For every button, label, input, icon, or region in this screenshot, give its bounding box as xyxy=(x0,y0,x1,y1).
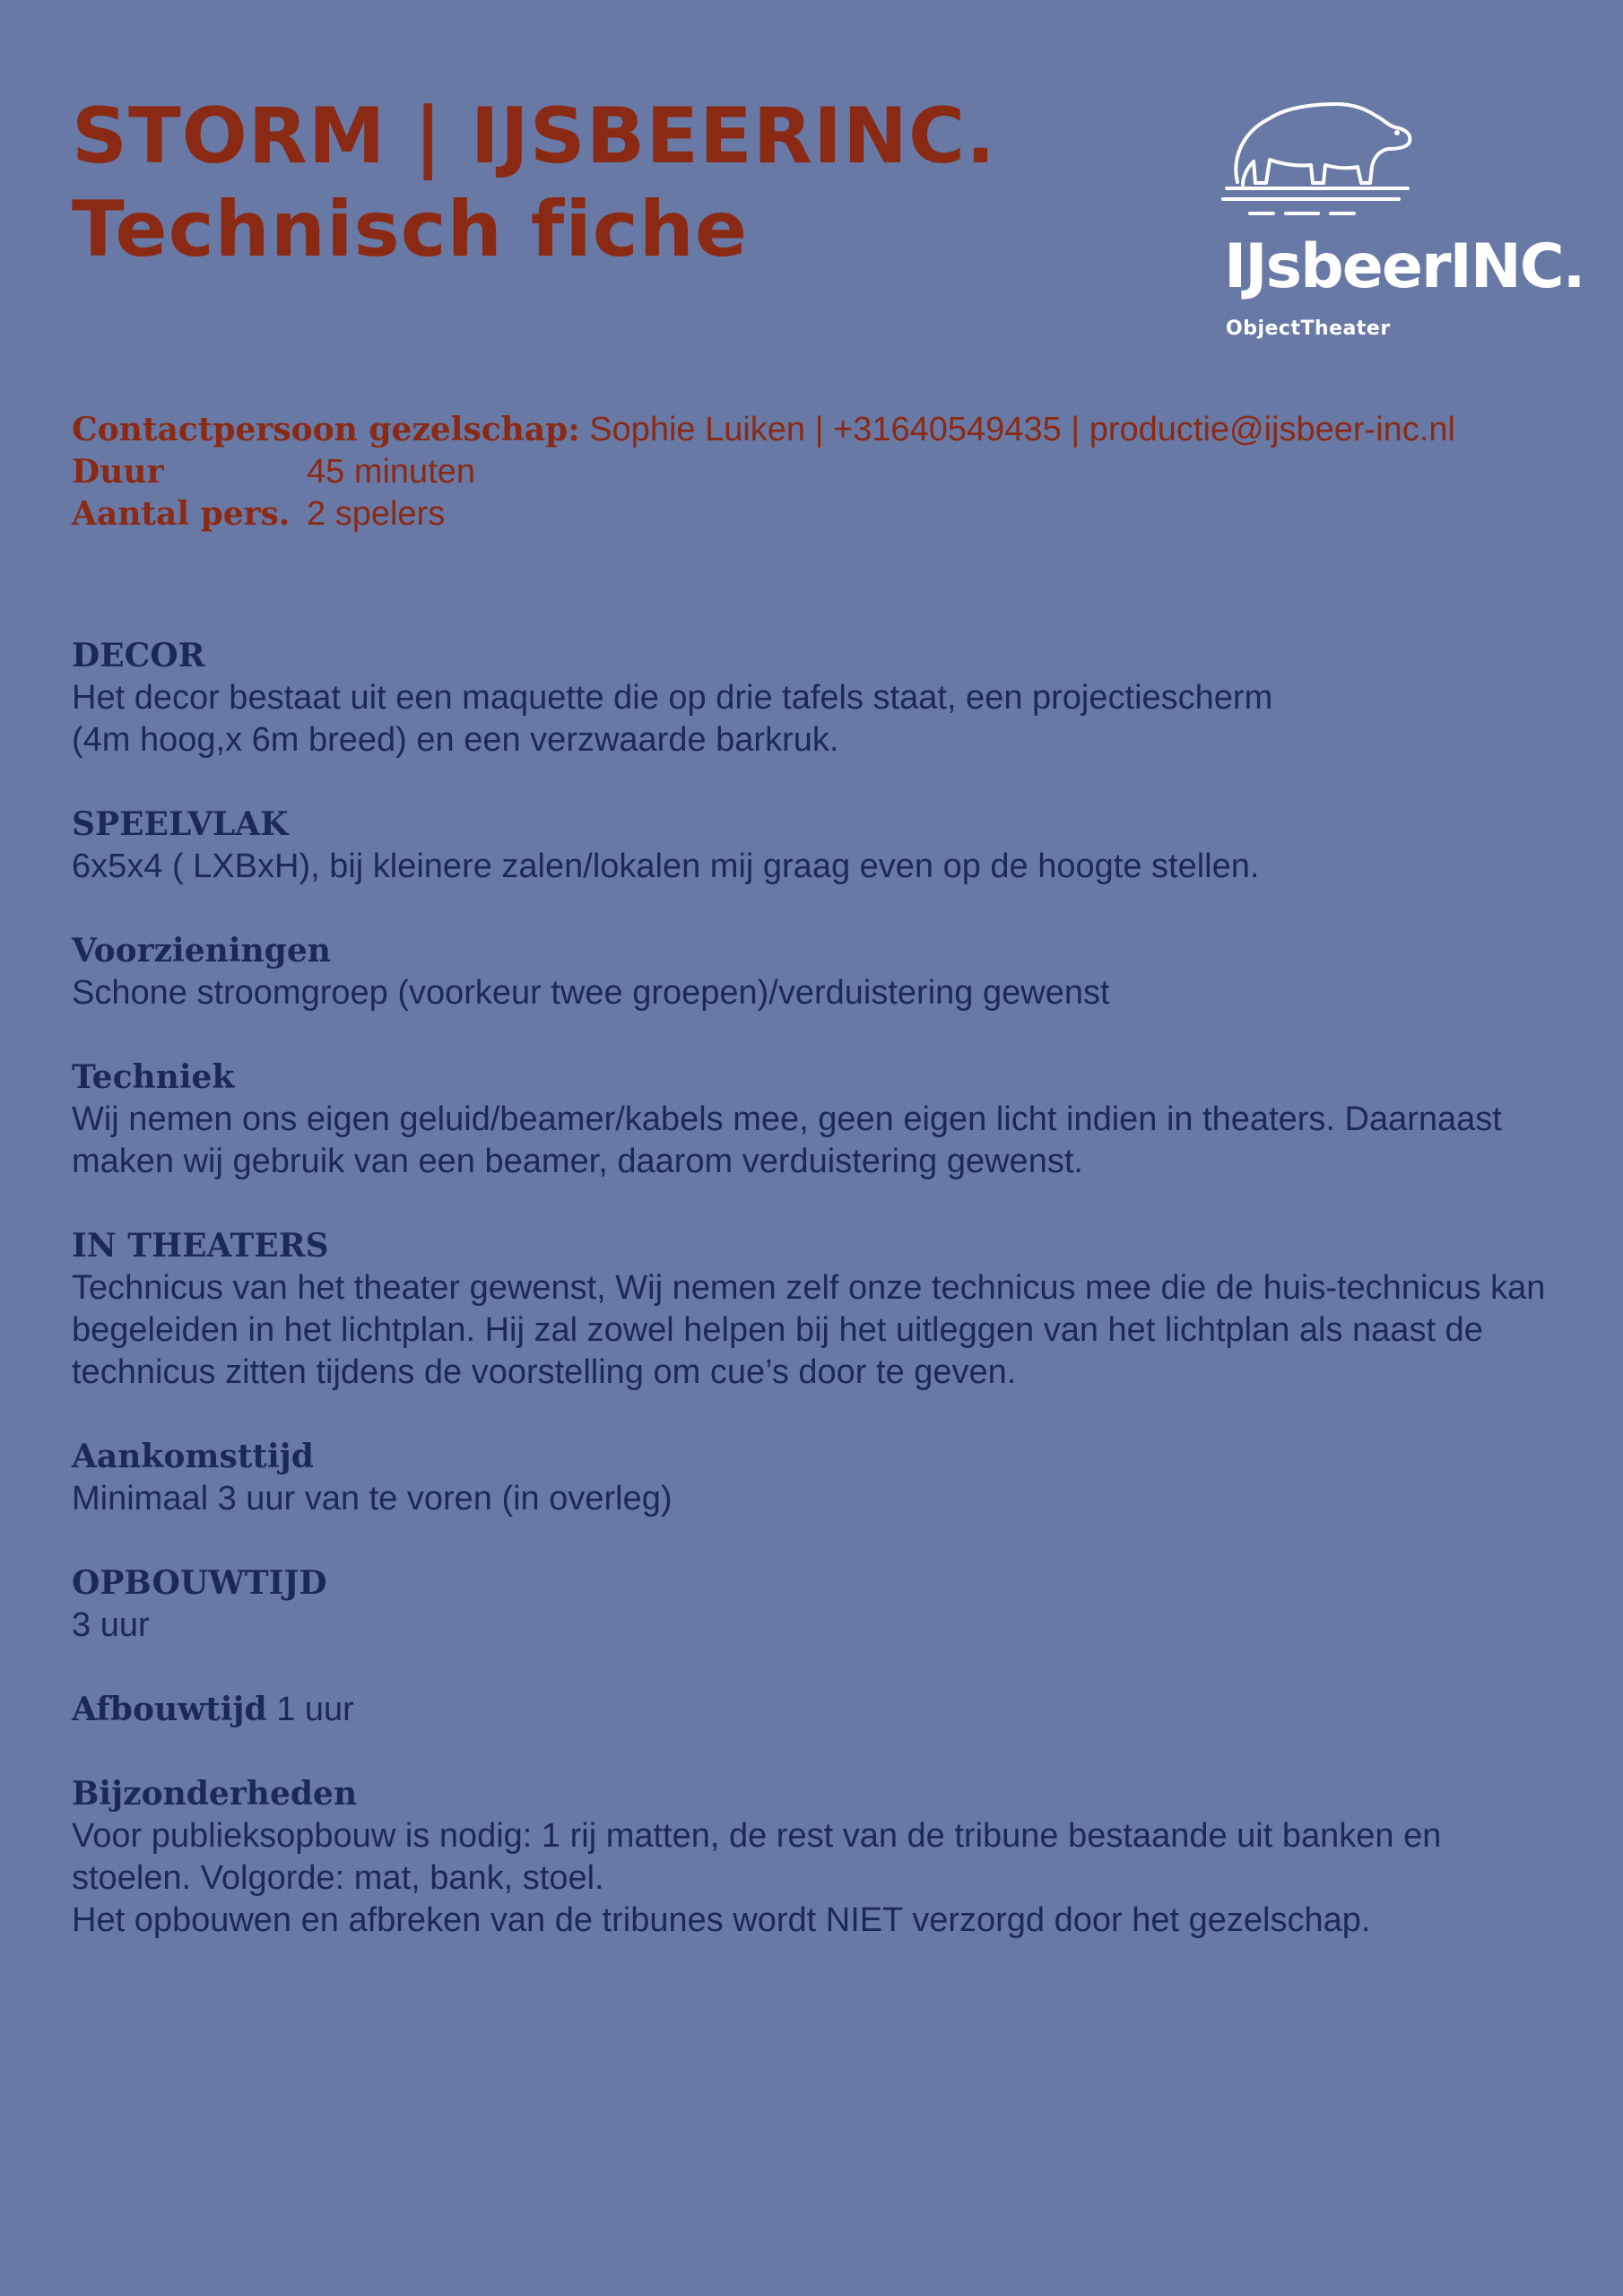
section-text: (4m hoog,x 6m breed) en een verzwaarde barkruk. xyxy=(72,721,839,759)
people-label: Aantal pers. xyxy=(72,495,291,533)
contact-person-row xyxy=(72,409,1455,451)
section-heading: SPEELVLAK xyxy=(72,805,289,843)
document-title xyxy=(72,90,996,276)
section-aankomsttijd xyxy=(72,1436,1614,1520)
section-heading: DECOR xyxy=(72,637,205,674)
section-heading: IN THEATERS xyxy=(72,1227,329,1265)
section-text: Wij nemen ons eigen geluid/beamer/kabels mee, geen eigen licht indien in theaters. Daarnaast xyxy=(72,1100,1502,1138)
section-text: 1 uur xyxy=(266,1691,354,1728)
section-text: Minimaal 3 uur van te voren (in overleg) xyxy=(72,1480,673,1518)
section-text: Het opbouwen en afbreken van de tribunes wordt NIET verzorgd door het gezelschap. xyxy=(72,1901,1371,1939)
section-speelvlak xyxy=(72,804,1614,888)
section-text: 6x5x4 ( LXBxH), bij kleinere zalen/lokalen mij graag even op de hoogte stellen. xyxy=(72,848,1260,885)
section-bijzonderheden xyxy=(72,1773,1614,1942)
title-line-2: Technisch fiche xyxy=(72,185,749,274)
contact-person-value: Sophie Luiken | +31640549435 | productie@ijsbeer-inc.nl xyxy=(589,411,1455,448)
section-text: 3 uur xyxy=(72,1606,150,1644)
section-text: begeleiden in het lichtplan. Hij zal zowel helpen bij het uitleggen van het lichtplan als naast de xyxy=(72,1311,1483,1349)
section-decor xyxy=(72,635,1614,761)
section-text: Het decor bestaat uit een maquette die op drie tafels staat, een projectiescherm xyxy=(72,679,1273,717)
title-line-1: STORM | IJSBEERINC. xyxy=(72,91,996,181)
section-text: technicus zitten tijdens de voorstelling om cue’s door te geven. xyxy=(72,1353,1017,1391)
section-text: Technicus van het theater gewenst, Wij nemen zelf onze technicus mee die de huis-technicus kan xyxy=(72,1269,1546,1307)
section-heading: Aankomsttijd xyxy=(72,1438,314,1475)
section-heading: Bijzonderheden xyxy=(72,1775,358,1813)
logo-wordmark: IJsbeerINC. xyxy=(1224,231,1584,302)
duration-value: 45 minuten xyxy=(307,453,476,491)
duration-row xyxy=(72,451,1455,493)
section-heading: Voorzieningen xyxy=(72,932,331,970)
afbouwtijd-line xyxy=(72,1689,1614,1731)
duration-label: Duur xyxy=(72,453,164,491)
company-logo xyxy=(1219,97,1584,348)
section-afbouwtijd xyxy=(72,1689,1614,1731)
contact-person-label: Contactpersoon gezelschap: xyxy=(72,411,580,448)
section-text: stoelen. Volgorde: mat, bank, stoel. xyxy=(72,1859,604,1897)
section-voorzieningen xyxy=(72,930,1614,1014)
section-heading: Afbouwtijd xyxy=(72,1691,267,1728)
section-text: Schone stroomgroep (voorkeur twee groepen)/verduistering gewenst xyxy=(72,974,1110,1012)
technical-sections xyxy=(72,635,1614,1984)
people-row xyxy=(72,493,1455,535)
section-text: maken wij gebruik van een beamer, daarom verduistering gewenst. xyxy=(72,1143,1083,1180)
section-techniek xyxy=(72,1057,1614,1183)
polar-bear-icon xyxy=(1219,97,1417,222)
section-in-theaters xyxy=(72,1225,1614,1394)
section-heading: Techniek xyxy=(72,1058,235,1096)
section-heading: OPBOUWTIJD xyxy=(72,1564,327,1602)
section-opbouwtijd xyxy=(72,1562,1614,1647)
logo-subtitle: ObjectTheater xyxy=(1226,317,1391,340)
section-text: Voor publieksopbouw is nodig: 1 rij matten, de rest van de tribune bestaande uit banken en xyxy=(72,1817,1442,1855)
contact-info xyxy=(72,409,1455,535)
people-value: 2 spelers xyxy=(307,495,446,533)
